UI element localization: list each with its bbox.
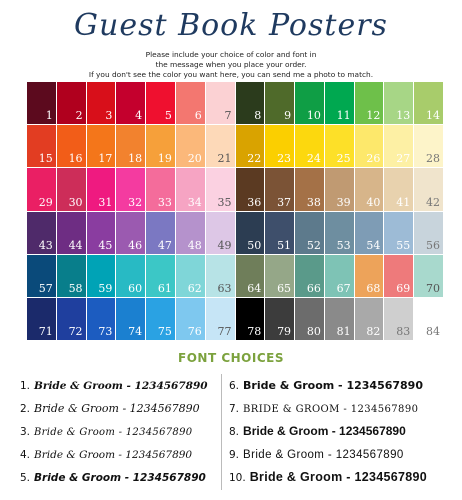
color-swatch xyxy=(236,298,265,340)
swatch-number: 23 xyxy=(277,152,292,166)
font-choice-4 xyxy=(20,441,218,464)
color-swatch xyxy=(355,298,384,340)
font-choice-number: 7. xyxy=(229,403,240,415)
swatch-number: 4 xyxy=(135,109,143,123)
swatch-number: 72 xyxy=(68,325,83,338)
swatch-number: 73 xyxy=(98,325,113,338)
color-swatch xyxy=(57,82,86,124)
color-swatch xyxy=(27,82,56,124)
swatch-number: 80 xyxy=(306,325,321,338)
color-swatch xyxy=(355,255,384,297)
font-choice-7 xyxy=(229,395,462,418)
swatch-number: 84 xyxy=(426,325,440,338)
swatch-number: 52 xyxy=(306,238,321,252)
instruction-line: Please include your choice of color and font in xyxy=(145,50,317,59)
color-swatch xyxy=(414,212,443,254)
swatch-number: 56 xyxy=(426,238,440,252)
font-choice-number: 6. xyxy=(229,380,240,392)
color-swatch xyxy=(414,255,443,297)
color-swatch xyxy=(27,125,56,167)
swatch-number: 68 xyxy=(366,281,381,295)
color-swatch xyxy=(206,212,235,254)
swatch-number: 54 xyxy=(366,238,381,252)
font-choice-number: 3. xyxy=(20,426,31,438)
swatch-number: 24 xyxy=(306,152,321,166)
color-swatch xyxy=(87,125,116,167)
swatch-number: 46 xyxy=(128,238,143,252)
font-choice-3 xyxy=(20,418,218,441)
color-swatch xyxy=(325,82,354,124)
color-swatch xyxy=(295,125,324,167)
color-swatch xyxy=(176,212,205,254)
swatch-number: 31 xyxy=(98,195,113,209)
swatch-number: 51 xyxy=(277,238,292,252)
color-swatch xyxy=(265,212,294,254)
swatch-number: 66 xyxy=(306,281,321,295)
color-swatch xyxy=(87,298,116,340)
swatch-number: 26 xyxy=(366,152,381,166)
color-swatch xyxy=(414,298,443,340)
color-swatch xyxy=(176,255,205,297)
swatch-number: 59 xyxy=(98,281,113,295)
color-swatch xyxy=(265,125,294,167)
swatch-number: 10 xyxy=(306,109,321,123)
swatch-number: 34 xyxy=(187,195,202,209)
color-swatch xyxy=(57,255,86,297)
swatch-number: 45 xyxy=(98,238,113,252)
font-choice-number: 9. xyxy=(229,449,240,461)
swatch-number: 32 xyxy=(128,195,143,209)
swatch-number: 77 xyxy=(217,325,232,338)
swatch-number: 22 xyxy=(247,152,262,166)
color-swatch xyxy=(265,255,294,297)
color-swatch xyxy=(355,82,384,124)
font-sample: Bride & Groom - 1234567890 xyxy=(243,424,406,438)
swatch-number: 69 xyxy=(396,281,411,295)
font-choice-6 xyxy=(229,372,462,395)
color-swatch xyxy=(57,298,86,340)
swatch-number: 8 xyxy=(254,109,262,123)
page-title: Guest Book Posters xyxy=(74,8,388,43)
color-swatch xyxy=(176,82,205,124)
swatch-number: 15 xyxy=(38,152,53,166)
color-swatch xyxy=(206,168,235,210)
color-swatch xyxy=(295,168,324,210)
color-swatch xyxy=(27,298,56,340)
color-swatch xyxy=(384,82,413,124)
swatch-number: 2 xyxy=(75,109,83,123)
color-swatch xyxy=(265,168,294,210)
swatch-number: 5 xyxy=(164,109,172,123)
font-choices-heading: FONT CHOICES xyxy=(178,351,284,365)
swatch-number: 33 xyxy=(157,195,172,209)
font-sample: Bride & Groom - 1234567890 xyxy=(243,449,404,461)
color-swatch xyxy=(384,255,413,297)
swatch-number: 74 xyxy=(128,325,143,338)
font-choice-2 xyxy=(20,395,218,418)
swatch-number: 55 xyxy=(396,238,411,252)
swatch-number: 78 xyxy=(247,325,262,338)
font-choice-9 xyxy=(229,441,462,464)
font-choice-number: 4. xyxy=(20,449,31,461)
color-swatch xyxy=(414,168,443,210)
swatch-number: 76 xyxy=(187,325,202,338)
swatch-number: 11 xyxy=(336,109,351,123)
color-swatch xyxy=(206,298,235,340)
swatch-number: 42 xyxy=(426,195,440,209)
swatch-number: 50 xyxy=(247,238,262,252)
swatch-number: 36 xyxy=(247,195,262,209)
color-swatch xyxy=(355,212,384,254)
color-swatch xyxy=(414,82,443,124)
color-swatch xyxy=(146,298,175,340)
color-swatch xyxy=(57,168,86,210)
color-swatch xyxy=(116,168,145,210)
color-swatch xyxy=(265,82,294,124)
instructions xyxy=(0,50,462,80)
swatch-number: 1 xyxy=(45,109,53,123)
swatch-number: 3 xyxy=(105,109,113,123)
color-swatch xyxy=(87,168,116,210)
font-sample: Bride & Groom - 1234567890 xyxy=(243,379,423,392)
font-choice-number: 5. xyxy=(20,472,31,484)
color-swatch xyxy=(384,168,413,210)
color-swatch xyxy=(116,255,145,297)
swatch-number: 20 xyxy=(187,152,202,166)
color-swatch xyxy=(384,125,413,167)
color-swatch xyxy=(27,212,56,254)
color-swatch xyxy=(87,255,116,297)
swatch-number: 38 xyxy=(306,195,321,209)
swatch-number: 79 xyxy=(277,325,292,338)
font-choice-number: 10. xyxy=(229,472,246,484)
color-swatch xyxy=(384,298,413,340)
color-swatch xyxy=(355,125,384,167)
swatch-number: 35 xyxy=(217,195,232,209)
instruction-line: the message when you place your order. xyxy=(155,60,307,69)
font-choice-5 xyxy=(20,464,218,487)
font-choice-number: 2. xyxy=(20,403,31,415)
color-swatch xyxy=(325,212,354,254)
swatch-number: 43 xyxy=(38,238,53,252)
color-swatch xyxy=(206,255,235,297)
swatch-number: 49 xyxy=(217,238,232,252)
swatch-number: 25 xyxy=(336,152,351,166)
swatch-number: 70 xyxy=(426,281,440,295)
font-choice-1 xyxy=(20,372,218,395)
color-swatch xyxy=(176,125,205,167)
swatch-number: 18 xyxy=(128,152,143,166)
color-swatch xyxy=(57,212,86,254)
color-swatch xyxy=(176,168,205,210)
swatch-number: 83 xyxy=(396,325,411,338)
color-swatch xyxy=(414,125,443,167)
color-swatch xyxy=(325,255,354,297)
color-swatch xyxy=(27,168,56,210)
color-swatch xyxy=(57,125,86,167)
swatch-number: 63 xyxy=(217,281,232,295)
font-sample: Bride & Groom - 1234567890 xyxy=(34,472,206,484)
swatch-number: 67 xyxy=(336,281,351,295)
swatch-number: 28 xyxy=(426,152,440,166)
color-swatch xyxy=(176,298,205,340)
color-swatch xyxy=(146,82,175,124)
column-divider xyxy=(221,374,222,490)
swatch-number: 17 xyxy=(98,152,113,166)
swatch-number: 60 xyxy=(128,281,143,295)
color-swatch xyxy=(146,255,175,297)
color-swatch-grid xyxy=(27,82,443,340)
swatch-number: 29 xyxy=(38,195,53,209)
swatch-number: 16 xyxy=(68,152,83,166)
color-swatch xyxy=(146,125,175,167)
color-swatch xyxy=(325,168,354,210)
font-choices-left-column xyxy=(20,372,218,487)
font-sample: BRIDE & GROOM - 1234567890 xyxy=(243,404,419,415)
swatch-number: 53 xyxy=(336,238,351,252)
swatch-number: 57 xyxy=(38,281,53,295)
color-swatch xyxy=(325,125,354,167)
font-choice-number: 1. xyxy=(20,380,31,392)
font-sample: Bride & Groom - 1234567890 xyxy=(34,380,208,392)
swatch-number: 13 xyxy=(396,109,411,123)
font-sample: Bride & Groom - 1234567890 xyxy=(34,427,193,438)
font-sample: Bride & Groom - 1234567890 xyxy=(249,470,428,484)
swatch-number: 65 xyxy=(277,281,292,295)
color-swatch xyxy=(295,298,324,340)
instruction-line: If you don't see the color you want here, you can send me a photo to match. xyxy=(88,70,374,79)
font-choices-right-column xyxy=(229,372,462,487)
color-swatch xyxy=(236,82,265,124)
swatch-number: 6 xyxy=(194,109,202,123)
swatch-number: 82 xyxy=(366,325,381,338)
swatch-number: 48 xyxy=(187,238,202,252)
color-swatch xyxy=(27,255,56,297)
swatch-number: 21 xyxy=(217,152,232,166)
font-sample: Bride & Groom - 1234567890 xyxy=(34,449,193,461)
color-swatch xyxy=(355,168,384,210)
swatch-number: 64 xyxy=(247,281,262,295)
color-swatch xyxy=(87,212,116,254)
swatch-number: 75 xyxy=(157,325,172,338)
color-swatch xyxy=(87,82,116,124)
swatch-number: 12 xyxy=(366,109,381,123)
color-swatch xyxy=(206,125,235,167)
swatch-number: 58 xyxy=(68,281,83,295)
color-swatch xyxy=(295,212,324,254)
color-swatch xyxy=(384,212,413,254)
color-swatch xyxy=(236,212,265,254)
color-swatch xyxy=(116,82,145,124)
swatch-number: 19 xyxy=(157,152,172,166)
swatch-number: 71 xyxy=(38,325,53,338)
color-swatch xyxy=(146,168,175,210)
color-swatch xyxy=(236,255,265,297)
swatch-number: 41 xyxy=(396,195,411,209)
color-swatch xyxy=(116,125,145,167)
color-swatch xyxy=(325,298,354,340)
color-swatch xyxy=(146,212,175,254)
swatch-number: 40 xyxy=(366,195,381,209)
font-choice-10 xyxy=(229,464,462,487)
swatch-number: 62 xyxy=(187,281,202,295)
font-choice-number: 8. xyxy=(229,426,240,438)
color-swatch xyxy=(236,125,265,167)
color-swatch xyxy=(236,168,265,210)
color-swatch xyxy=(265,298,294,340)
swatch-number: 39 xyxy=(336,195,351,209)
color-swatch xyxy=(295,255,324,297)
swatch-number: 37 xyxy=(277,195,292,209)
swatch-number: 27 xyxy=(396,152,411,166)
color-swatch xyxy=(116,298,145,340)
color-swatch xyxy=(116,212,145,254)
swatch-number: 61 xyxy=(157,281,172,295)
swatch-number: 14 xyxy=(426,109,440,123)
swatch-number: 9 xyxy=(284,109,292,123)
swatch-number: 81 xyxy=(336,325,351,338)
color-swatch xyxy=(295,82,324,124)
color-swatch xyxy=(206,82,235,124)
swatch-number: 47 xyxy=(157,238,172,252)
swatch-number: 44 xyxy=(68,238,83,252)
font-sample: Bride & Groom - 1234567890 xyxy=(34,402,200,415)
swatch-number: 7 xyxy=(224,109,232,123)
font-choice-8 xyxy=(229,418,462,441)
swatch-number: 30 xyxy=(68,195,83,209)
